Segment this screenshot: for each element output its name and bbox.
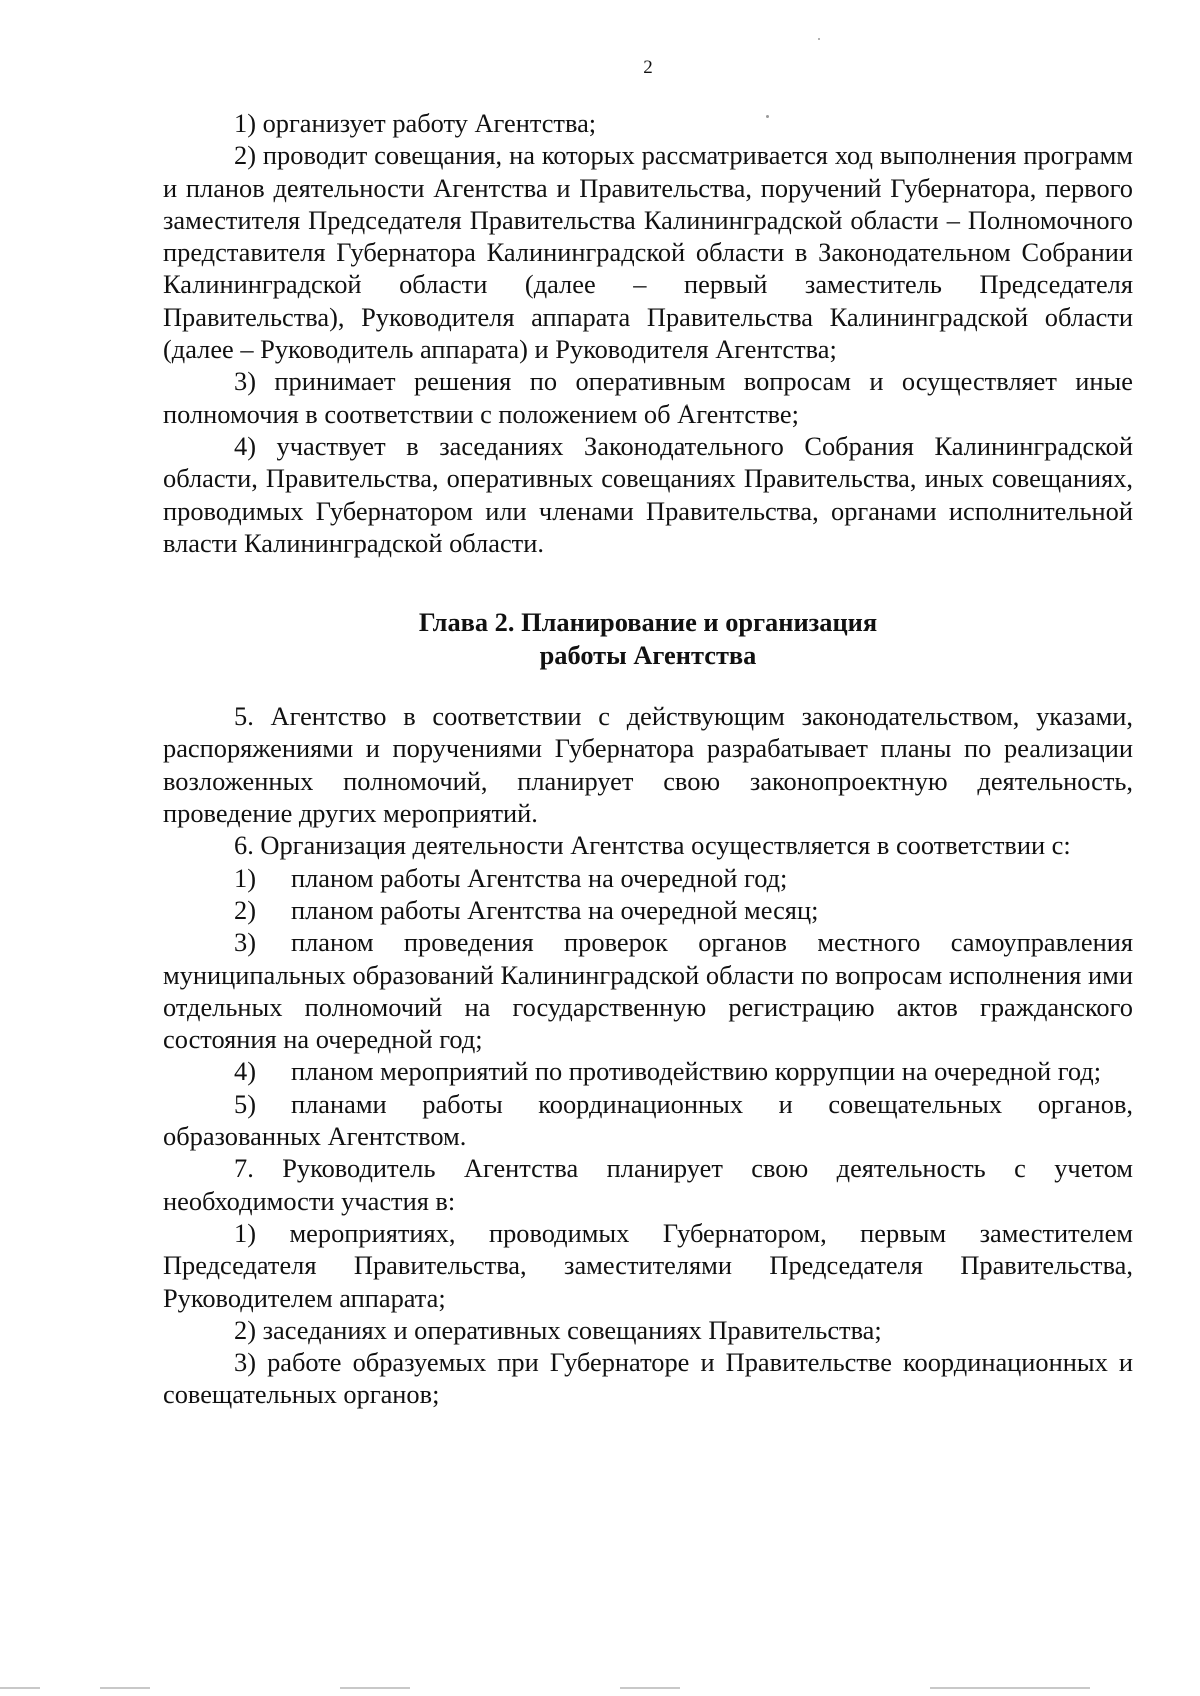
plan-list-text: планом проведения проверок органов местного самоуправления муниципальных образований Калининградской области по вопросам исполнения ими отдельных полномочий на государственную регистрацию актов гражданского состояния на очередной год; bbox=[163, 927, 1133, 1055]
participation-item-2: 2) заседаниях и оперативных совещаниях Правительства; bbox=[234, 1314, 882, 1345]
participation-item-3: 3) работе образуемых при Губернаторе и Правительстве координационных и совещательных органов; bbox=[163, 1347, 1133, 1410]
chapter-heading-line-2: работы Агентства bbox=[539, 640, 757, 671]
paragraph-7-intro: 7. Руководитель Агентства планирует свою деятельность с учетом необходимости участия в: bbox=[163, 1153, 1133, 1216]
plan-list-number: 1) bbox=[234, 862, 256, 893]
plan-list-item-4 bbox=[163, 1055, 1133, 1087]
paragraph-item-1: 1) организует работу Агентства; bbox=[234, 108, 597, 138]
paragraph-item-2: 2) проводит совещания, на которых рассматривается ход выполнения программ и планов деятельности Агентства и Правительства, поручений Губернатора, первого заместителя Председателя Правительства Калининградской области – Полномочного представителя Губернатора Калининградской области в Законодательном Собрании Калининградской области (далее – первый заместитель Председателя Правительства), Руководителя аппарата Правительства Калининградской области (далее – Руководитель аппарата) и Руководителя Агентства; bbox=[163, 140, 1133, 365]
scan-speck bbox=[818, 38, 820, 40]
paragraph-5: 5. Агентство в соответствии с действующим законодательством, указами, распоряжениями и поручениями Губернатора разрабатывает планы по реализации возложенных полномочий, планирует свою законопроектную деятельность, проведение других мероприятий. bbox=[163, 701, 1133, 829]
plan-list-text: планами работы координационных и совещательных органов, образованных Агентством. bbox=[163, 1088, 1133, 1152]
plan-list-text: планом мероприятий по противодействию коррупции на очередной год; bbox=[291, 1056, 1102, 1087]
plan-list-item-2 bbox=[163, 894, 1133, 926]
plan-list-text: планом работы Агентства на очередной год; bbox=[291, 862, 788, 893]
plan-list-text: планом работы Агентства на очередной месяц; bbox=[291, 894, 819, 925]
scan-footer-noise bbox=[0, 1686, 1200, 1690]
chapter-heading-line-1: Глава 2. Планирование и организация bbox=[418, 607, 878, 638]
plan-list-number: 2) bbox=[234, 894, 256, 925]
plan-list-number: 4) bbox=[234, 1056, 256, 1087]
plan-list-number: 3) bbox=[234, 927, 256, 958]
paragraph-item-3: 3) принимает решения по оперативным вопросам и осуществляет иные полномочия в соответствии с положением об Агентстве; bbox=[163, 366, 1133, 429]
participation-item-1: 1) мероприятиях, проводимых Губернатором, первым заместителем Председателя Правительства, заместителями Председателя Правительства, Руководителем аппарата; bbox=[163, 1217, 1133, 1313]
page-number: 2 bbox=[643, 57, 653, 78]
plan-list-item-3 bbox=[163, 926, 1133, 1055]
paragraph-item-4: 4) участвует в заседаниях Законодательного Собрания Калининградской области, Правительства, оперативных совещаниях Правительства, иных совещаниях, проводимых Губернатором или членами Правительства, органами исполнительной власти Калининградской области. bbox=[163, 430, 1133, 558]
plan-list-item-5 bbox=[163, 1088, 1133, 1153]
chapter-heading bbox=[163, 606, 1133, 672]
plan-list-item-1 bbox=[163, 862, 1133, 894]
plan-list-number: 5) bbox=[234, 1088, 256, 1119]
document-body bbox=[163, 107, 1133, 1411]
paragraph-6-intro: 6. Организация деятельности Агентства осуществляется в соответствии с: bbox=[234, 830, 1071, 861]
